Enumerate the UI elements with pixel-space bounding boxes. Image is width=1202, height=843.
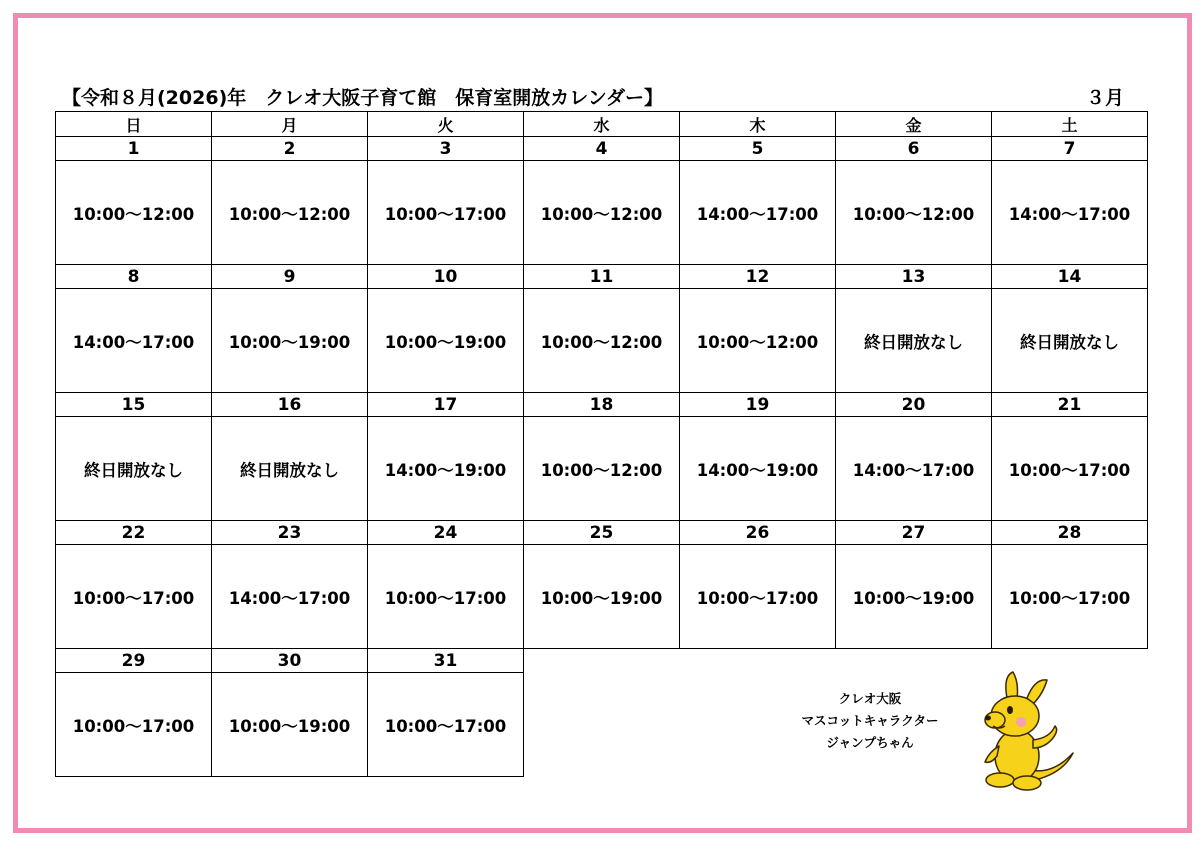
- weekday-sun: 日: [56, 112, 212, 137]
- mascot-caption-line1: クレオ大阪: [838, 691, 902, 706]
- weekday-tue: 火: [368, 112, 524, 137]
- weekday-sat: 土: [992, 112, 1148, 137]
- day-number: 15: [56, 393, 212, 417]
- day-hours: 10:00～17:00: [368, 673, 524, 777]
- day-hours: 10:00～17:00: [56, 673, 212, 777]
- day-number: 27: [836, 521, 992, 545]
- mascot-caption-line3: ジャンプちゃん: [826, 735, 914, 750]
- calendar-title: 【令和８月(2026)年 クレオ大阪子育て館 保育室開放カレンダー】: [62, 87, 664, 109]
- day-hours: 10:00～19:00: [212, 289, 368, 393]
- day-number: 12: [680, 265, 836, 289]
- day-number: 18: [524, 393, 680, 417]
- day-number: 6: [836, 137, 992, 161]
- empty-cell: [680, 649, 836, 673]
- day-number: 29: [56, 649, 212, 673]
- day-hours: 終日開放なし: [836, 289, 992, 393]
- empty-cell: [524, 649, 680, 673]
- day-hours: 10:00～12:00: [524, 289, 680, 393]
- day-number: 8: [56, 265, 212, 289]
- hours-row: [56, 417, 1148, 521]
- weekday-mon: 月: [212, 112, 368, 137]
- day-number: 23: [212, 521, 368, 545]
- day-number: 7: [992, 137, 1148, 161]
- day-number: 21: [992, 393, 1148, 417]
- day-number: 1: [56, 137, 212, 161]
- day-hours: 10:00～12:00: [212, 161, 368, 265]
- day-number: 20: [836, 393, 992, 417]
- day-hours: 終日開放なし: [212, 417, 368, 521]
- weekday-fri: 金: [836, 112, 992, 137]
- day-number: 26: [680, 521, 836, 545]
- day-hours: 10:00～19:00: [524, 545, 680, 649]
- day-hours: 10:00～19:00: [368, 289, 524, 393]
- day-hours: 10:00～17:00: [368, 161, 524, 265]
- day-hours: 14:00～17:00: [680, 161, 836, 265]
- day-hours: 10:00～17:00: [992, 545, 1148, 649]
- day-number: 14: [992, 265, 1148, 289]
- hours-row: [56, 161, 1148, 265]
- day-number: 25: [524, 521, 680, 545]
- weekday-wed: 水: [524, 112, 680, 137]
- weekday-header-row: [56, 112, 1148, 137]
- calendar-month: ３月: [1086, 87, 1125, 109]
- day-hours: 14:00～17:00: [836, 417, 992, 521]
- day-hours: 14:00～17:00: [212, 545, 368, 649]
- day-number: 4: [524, 137, 680, 161]
- hours-row: [56, 545, 1148, 649]
- day-number: 13: [836, 265, 992, 289]
- date-row: [56, 393, 1148, 417]
- day-number: 24: [368, 521, 524, 545]
- mascot-caption: [790, 688, 950, 754]
- day-hours: 10:00～12:00: [56, 161, 212, 265]
- day-number: 10: [368, 265, 524, 289]
- day-hours: 14:00～19:00: [368, 417, 524, 521]
- date-row: [56, 137, 1148, 161]
- day-hours: 10:00～19:00: [212, 673, 368, 777]
- empty-cell: [524, 673, 680, 777]
- day-hours: 14:00～19:00: [680, 417, 836, 521]
- date-row: [56, 521, 1148, 545]
- day-hours: 10:00～12:00: [524, 417, 680, 521]
- day-number: 22: [56, 521, 212, 545]
- hours-row: [56, 289, 1148, 393]
- day-hours: 終日開放なし: [56, 417, 212, 521]
- day-hours: 10:00～17:00: [56, 545, 212, 649]
- day-hours: 10:00～19:00: [836, 545, 992, 649]
- day-number: 28: [992, 521, 1148, 545]
- day-number: 31: [368, 649, 524, 673]
- day-number: 9: [212, 265, 368, 289]
- day-number: 17: [368, 393, 524, 417]
- day-number: 11: [524, 265, 680, 289]
- day-hours: 10:00～12:00: [836, 161, 992, 265]
- day-number: 2: [212, 137, 368, 161]
- day-hours: 14:00～17:00: [56, 289, 212, 393]
- date-row: [56, 265, 1148, 289]
- day-hours: 10:00～17:00: [368, 545, 524, 649]
- day-hours: 終日開放なし: [992, 289, 1148, 393]
- day-hours: 10:00～12:00: [524, 161, 680, 265]
- mascot-kangaroo-image: [955, 668, 1085, 798]
- day-number: 19: [680, 393, 836, 417]
- day-hours: 10:00～12:00: [680, 289, 836, 393]
- mascot-caption-line2: マスコットキャラクター: [801, 713, 939, 728]
- day-number: 3: [368, 137, 524, 161]
- day-hours: 10:00～17:00: [680, 545, 836, 649]
- day-number: 30: [212, 649, 368, 673]
- day-hours: 14:00～17:00: [992, 161, 1148, 265]
- day-number: 16: [212, 393, 368, 417]
- day-hours: 10:00～17:00: [992, 417, 1148, 521]
- day-number: 5: [680, 137, 836, 161]
- weekday-thu: 木: [680, 112, 836, 137]
